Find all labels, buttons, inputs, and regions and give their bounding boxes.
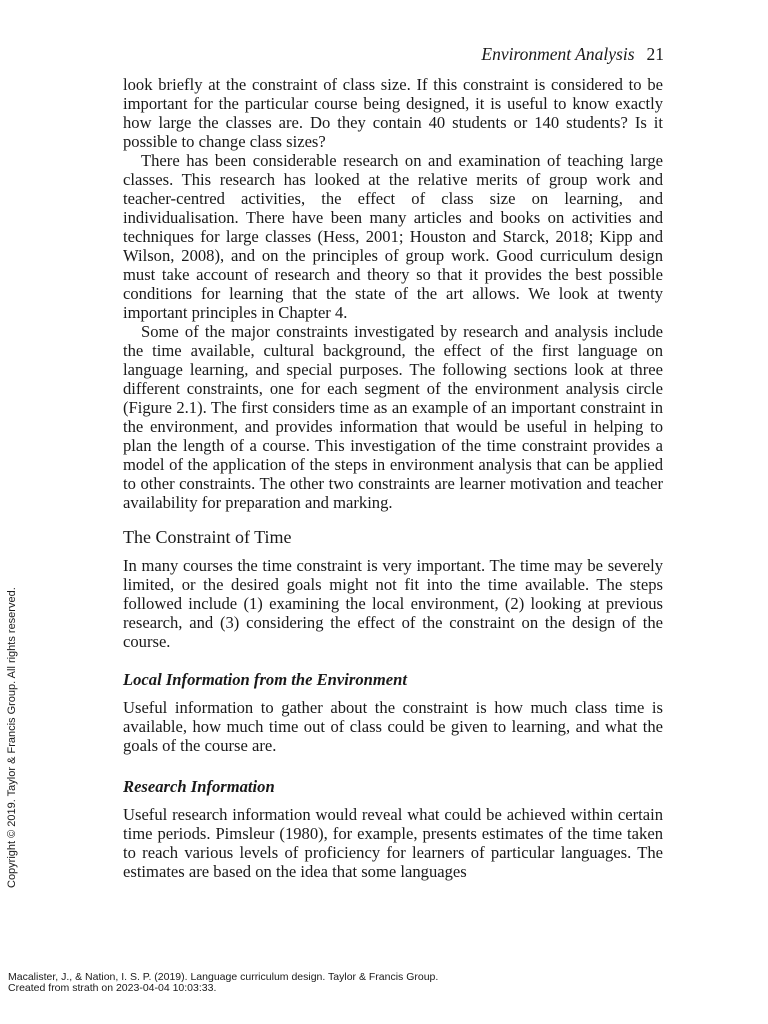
- copyright-notice: Copyright © 2019. Taylor & Francis Group. All rights reserved.: [6, 587, 18, 888]
- paragraph-local-information: Useful information to gather about the constraint is how much class time is available, how much time out of class could be given to learning, and what the goals of the course are.: [123, 698, 663, 755]
- intro-text-block: [123, 75, 663, 512]
- paragraph-time-constraint: In many courses the time constraint is very important. The time may be severely limited, or the desired goals might not fit into the time available. The steps followed include (1) examining the local environment, (2) looking at previous research, and (3) considering the effect of the constraint on the design of the course.: [123, 556, 663, 651]
- page-number: 21: [646, 44, 664, 64]
- paragraph-class-size: look briefly at the constraint of class size. If this constraint is considered to be important for the particular course being designed, it is useful to know exactly how large the classes are. Do they contain 40 students or 140 students? Is it possible to change class sizes?: [123, 75, 663, 151]
- local-text-block: [123, 698, 663, 755]
- subheading-local-information: Local Information from the Environment: [123, 670, 407, 689]
- paragraph-major-constraints: Some of the major constraints investigated by research and analysis include the time available, cultural background, the effect of the first language on language learning, and special purposes. The following sections look at three different constraints, one for each segment of the environment analysis circle (Figure 2.1). The first considers time as an example of an important constraint in the environment, and provides information that would be useful in helping to plan the length of a course. This investigation of the time constraint provides a model of the application of the steps in environment analysis that can be applied to other constraints. The other two constraints are learner motivation and teacher availability for preparation and marking.: [123, 322, 663, 512]
- section-heading-constraint-of-time: The Constraint of Time: [123, 527, 292, 547]
- running-head: [481, 44, 664, 65]
- running-head-title: Environment Analysis: [481, 44, 635, 64]
- footer-created: Created from strath on 2023-04-04 10:03:33.: [8, 982, 217, 994]
- time-text-block: [123, 556, 663, 651]
- subheading-research-information: Research Information: [123, 777, 275, 796]
- paragraph-research-information: Useful research information would reveal what could be achieved within certain time periods. Pimsleur (1980), for example, presents estimates of the time taken to reach various levels of proficiency for learners of particular languages. The estimates are based on the idea that some languages: [123, 805, 663, 881]
- footer-citation: Macalister, J., & Nation, I. S. P. (2019). Language curriculum design. Taylor & Francis Group.: [8, 971, 439, 983]
- research-text-block: [123, 805, 663, 881]
- footer: [8, 972, 438, 994]
- paragraph-large-classes-research: There has been considerable research on and examination of teaching large classes. This research has looked at the relative merits of group work and teacher-centred activities, the effect of class size on learning, and individualisation. There have been many articles and books on activities and techniques for large classes (Hess, 2001; Houston and Starck, 2018; Kipp and Wilson, 2008), and on the principles of group work. Good curriculum design must take account of research and theory so that it provides the best possible conditions for learning that the state of the art allows. We look at twenty important principles in Chapter 4.: [123, 151, 663, 322]
